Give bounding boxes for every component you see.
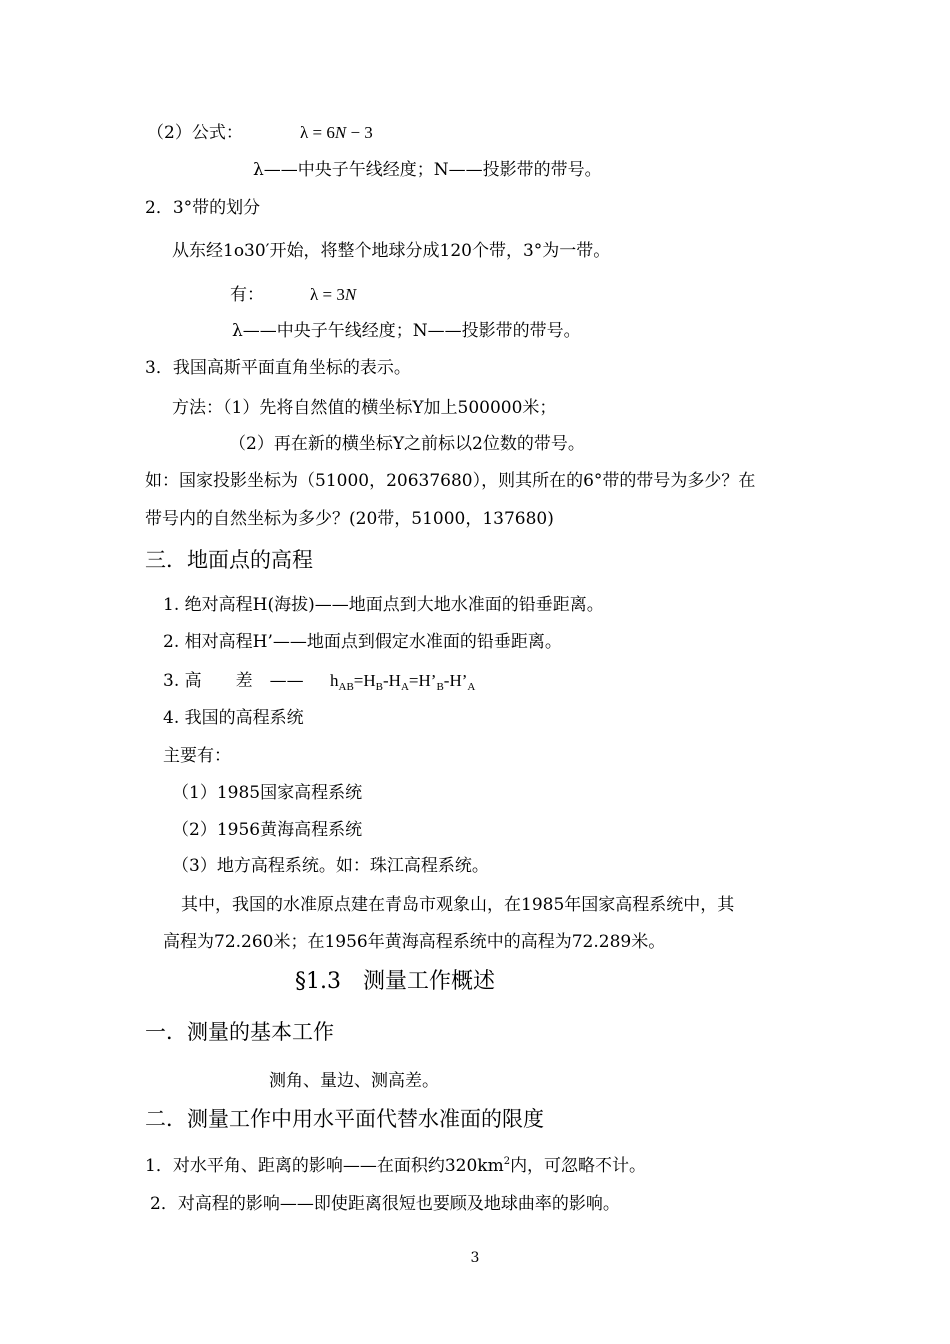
formula-label: 3. 高 差 —— <box>163 671 304 691</box>
text-line: 其中，我国的水准原点建在青岛市观象山，在1985年国家高程系统中，其 <box>181 895 735 915</box>
list-item: （3）地方高程系统。如：珠江高程系统。 <box>172 856 489 876</box>
section-heading: 二．测量工作中用水平面代替水准面的限度 <box>145 1107 544 1131</box>
text-line: 如：国家投影坐标为（51000，20637680），则其所在的6°带的带号为多少？在 <box>145 471 756 491</box>
formula-lambda-6n: λ = 6N − 3 <box>300 123 373 142</box>
text-line: 2. 相对高程H’——地面点到假定水准面的铅垂距离。 <box>163 632 562 652</box>
formula-label: 有： <box>230 285 264 305</box>
text-line: 高程为72.260米；在1956年黄海高程系统中的高程为72.289米。 <box>163 932 666 952</box>
formula-lambda-3n: λ = 3N <box>310 285 357 304</box>
text-line: 主要有： <box>163 746 231 766</box>
text-line: λ——中央子午线经度；N——投影带的带号。 <box>253 160 602 180</box>
chapter-heading: §1.3 测量工作概述 <box>295 969 495 994</box>
formula-label: （2）公式： <box>147 123 243 143</box>
text-line: 3．我国高斯平面直角坐标的表示。 <box>145 358 411 378</box>
text-line: （2）再在新的横坐标Y之前标以2位数的带号。 <box>229 434 585 454</box>
list-item: （2）1956黄海高程系统 <box>172 820 363 840</box>
text-line: 从东经1o30′开始，将整个地球分成120个带，3°为一带。 <box>172 241 611 261</box>
text-line: λ——中央子午线经度；N——投影带的带号。 <box>232 321 581 341</box>
text-line: 带号内的自然坐标为多少？(20带，51000，137680) <box>145 509 554 529</box>
page-number: 3 <box>470 1250 480 1266</box>
text-line: 测角、量边、测高差。 <box>269 1071 439 1091</box>
section-heading: 三．地面点的高程 <box>145 548 313 572</box>
section-heading: 一．测量的基本工作 <box>145 1020 334 1044</box>
text-line: 2．对高程的影响——即使距离很短也要顾及地球曲率的影响。 <box>150 1194 620 1214</box>
formula-line-3 <box>163 670 476 693</box>
text-line: 4. 我国的高程系统 <box>163 708 304 728</box>
list-item: （1）1985国家高程系统 <box>172 783 363 803</box>
text-line: 方法：（1）先将自然值的横坐标Y加上500000米； <box>172 398 557 418</box>
text-line: 2．3°带的划分 <box>145 198 261 218</box>
formula-height-difference: $h_{AB}=H_B-H_A=H’_B-H’_A$ <box>330 671 476 693</box>
text-line: 1. 绝对高程H(海拔)——地面点到大地水准面的铅垂距离。 <box>163 595 604 615</box>
formula-line-2 <box>230 284 357 306</box>
text-line: 1．对水平角、距离的影响——在面积约$320km^2$内，可忽略不计。 <box>145 1156 647 1176</box>
formula-line-1 <box>147 122 373 144</box>
